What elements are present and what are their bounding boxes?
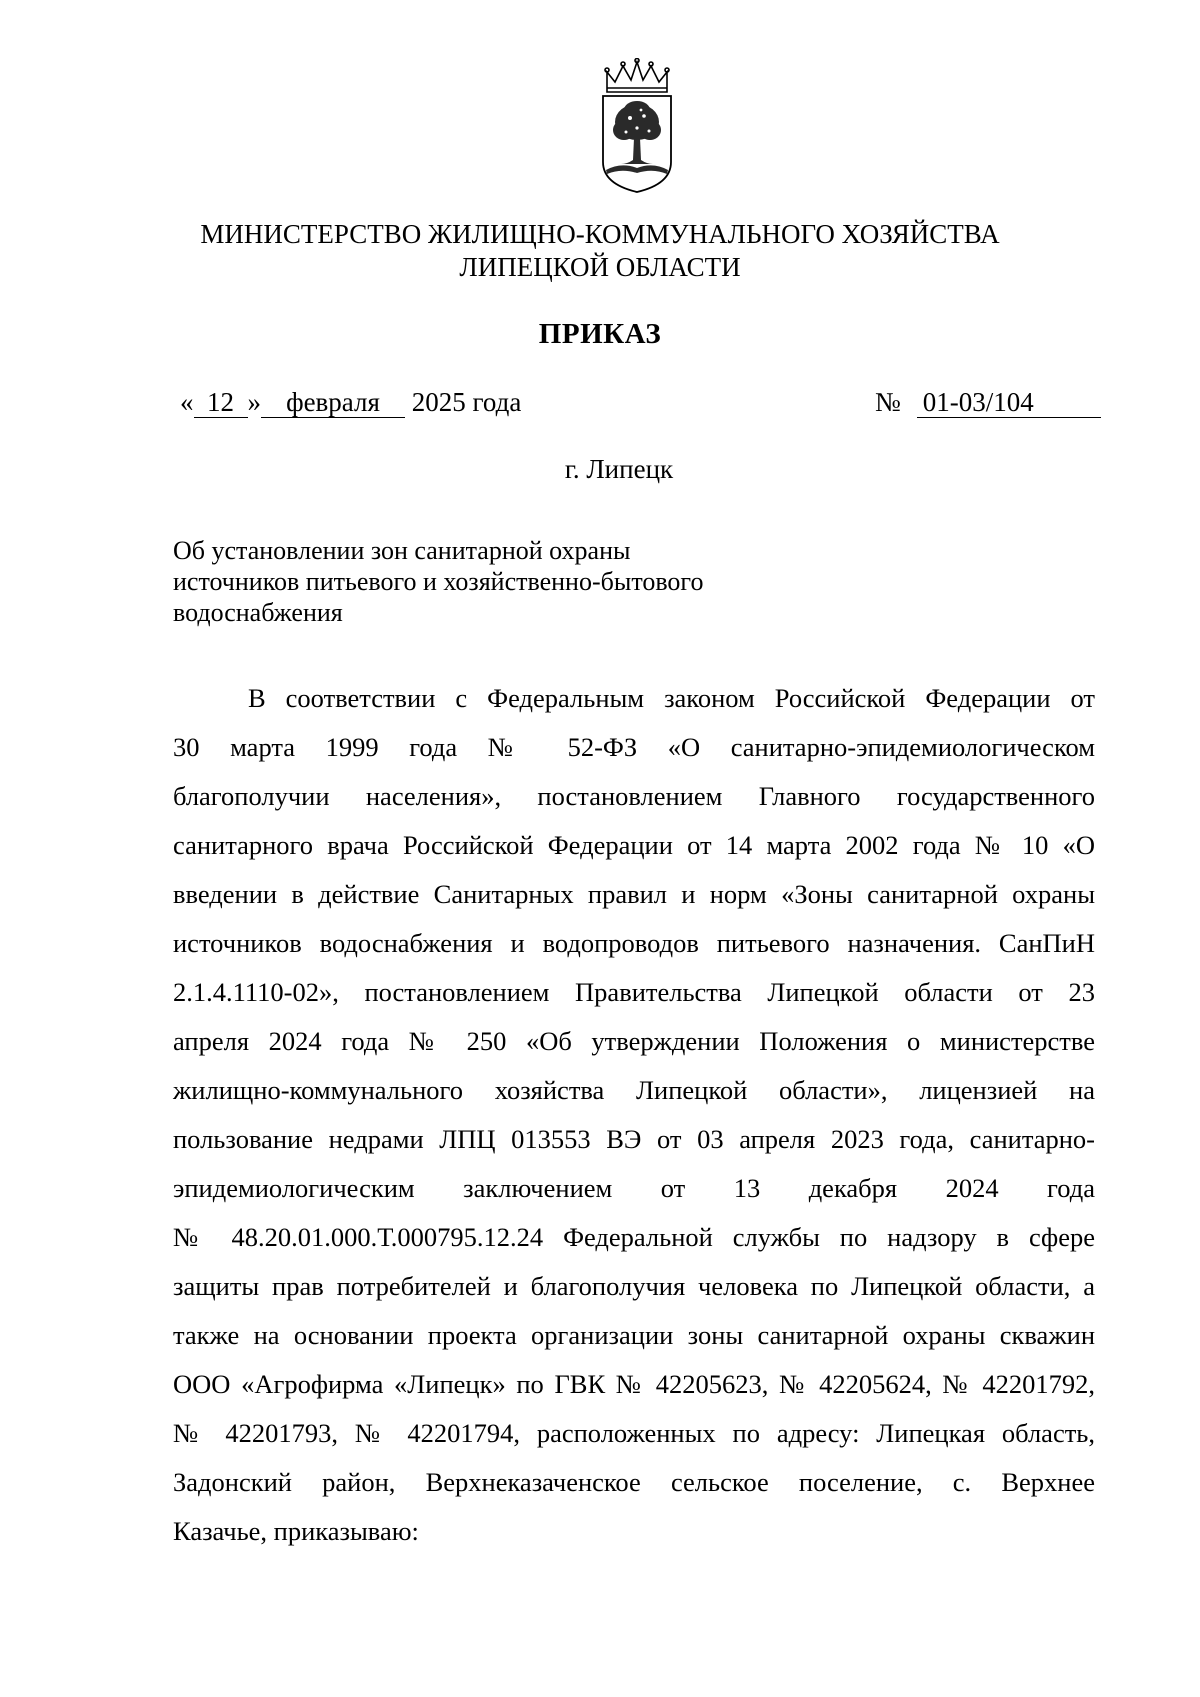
document-body: [173, 674, 1095, 1556]
body-line: источников водоснабжения и водопроводов питьевого назначения. СанПиН: [173, 928, 1095, 958]
document-city: г. Липецк: [564, 454, 674, 484]
ministry-name-line1: МИНИСТЕРСТВО ЖИЛИЩНО-КОММУНАЛЬНОГО ХОЗЯЙСТВА: [200, 219, 1000, 249]
body-line: санитарного врача Российской Федерации от 14 марта 2002 года № 10 «О: [173, 830, 1095, 860]
document-date: [180, 385, 521, 419]
coat-of-arms-icon: [597, 58, 677, 196]
body-line: апреля 2024 года № 250 «Об утверждении Положения о министерстве: [173, 1026, 1095, 1056]
ministry-name: [0, 218, 1200, 284]
body-line: также на основании проекта организации зоны санитарной охраны скважин: [173, 1320, 1095, 1350]
body-line: защиты прав потребителей и благополучия человека по Липецкой области, а: [173, 1271, 1095, 1301]
date-open-quote: «: [180, 387, 194, 417]
number-value: 01-03/104: [917, 387, 1101, 418]
body-line: ООО «Агрофирма «Липецк» по ГВК № 42205623, № 42205624, № 42201792,: [173, 1369, 1095, 1399]
body-line: 30 марта 1999 года № 52-ФЗ «О санитарно-эпидемиологическом: [173, 732, 1095, 762]
body-line: Задонский район, Верхнеказаченское сельское поселение, с. Верхнее: [173, 1467, 1095, 1497]
ministry-name-line2: ЛИПЕЦКОЙ ОБЛАСТИ: [459, 252, 741, 282]
document-subject: [173, 535, 703, 628]
date-close-quote: »: [247, 387, 261, 417]
body-line: Казачье, приказываю:: [173, 1516, 419, 1546]
document-number: [875, 385, 1101, 419]
subject-line: водоснабжения: [173, 598, 343, 627]
body-line: введении в действие Санитарных правил и норм «Зоны санитарной охраны: [173, 879, 1095, 909]
body-line: 2.1.4.1110-02», постановлением Правительства Липецкой области от 23: [173, 977, 1095, 1007]
subject-line: Об установлении зон санитарной охраны: [173, 536, 631, 565]
date-year: 2025 года: [411, 387, 522, 417]
body-line: № 42201793, № 42201794, расположенных по адресу: Липецкая область,: [173, 1418, 1095, 1448]
date-month: февраля: [261, 387, 405, 418]
body-line: эпидемиологическим заключением от 13 декабря 2024 года: [173, 1173, 1095, 1203]
body-line: благополучии населения», постановлением Главного государственного: [173, 781, 1095, 811]
document-type-title: ПРИКАЗ: [538, 318, 662, 350]
body-line: жилищно-коммунального хозяйства Липецкой области», лицензией на: [173, 1075, 1095, 1105]
body-line: В соответствии с Федеральным законом Российской Федерации от: [248, 683, 1095, 713]
subject-line: источников питьевого и хозяйственно-бытового: [173, 567, 704, 596]
date-day: 12: [194, 387, 248, 418]
number-sign: №: [875, 387, 901, 417]
body-line: пользование недрами ЛПЦ 013553 ВЭ от 03 апреля 2023 года, санитарно-: [173, 1124, 1095, 1154]
body-line: № 48.20.01.000.Т.000795.12.24 Федеральной службы по надзору в сфере: [173, 1222, 1095, 1252]
